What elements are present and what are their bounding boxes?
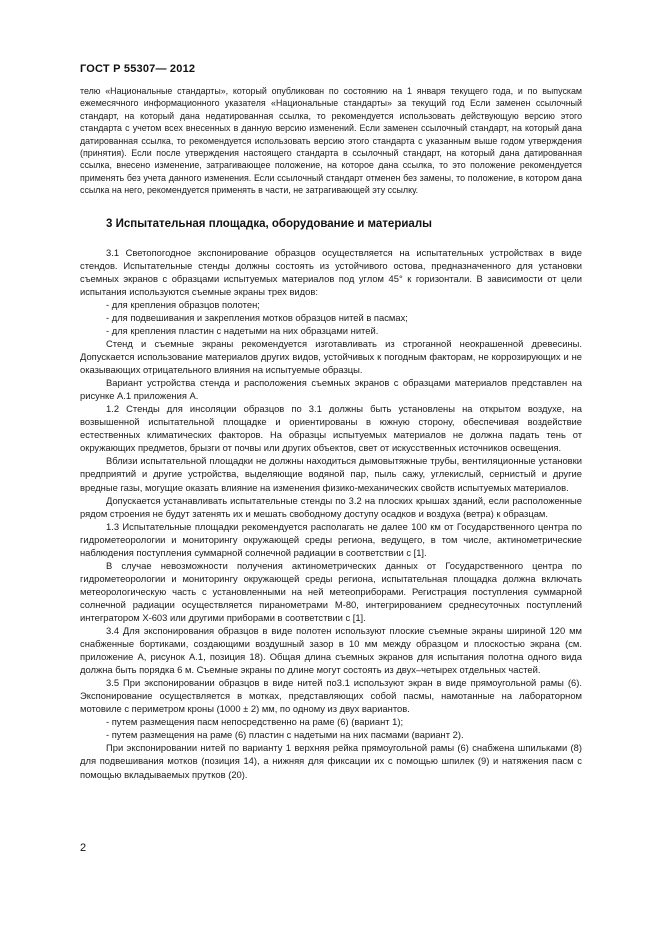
body-paragraph: 3.5 При экспонировании образцов в виде нитей по3.1 используют экран в виде прямоугольной рамы (6). Экспонирование осуществляется в мотках, представляющих собой пасмы, намотанные на лабораторном мотовиле с периметром кроны (1000 ± 2) мм, по одному из двух вариантов.: [80, 677, 582, 715]
section-title: 3 Испытательная площадка, оборудование и материалы: [106, 217, 432, 230]
list-item: - путем размещения на раме (6) пластин с надетыми на них пасмами (вариант 2).: [106, 729, 464, 741]
body-paragraph: Вблизи испытательной площадки не должны находиться дымовытяжные трубы, вентиляционные установки предприятий и другие устройства, выделяющие водяной пар, пыль сажу, углекислый, сернистый и другие вредные газы, могущие оказать влияние на изменения физико-механических свойств испытуемых материалов.: [80, 455, 582, 493]
list-item: - для крепления пластин с надетыми на них образцами нитей.: [106, 324, 379, 336]
body-paragraph: 3.1 Светопогодное экспонирование образцов осуществляется на испытательных устройствах в виде стендов. Испытательные стенды должны состоять из устойчивого остова, предназначенного для установки съемных экранов с образцами испытуемых материалов под углом 45° к горизонтали. В зависимости от цели испытания используются съемные экраны трех видов:: [80, 246, 582, 297]
list-item: - для подвешивания и закрепления мотков образцов нитей в пасмах;: [106, 311, 408, 323]
page-number: 2: [80, 842, 87, 854]
document-body: [80, 85, 582, 781]
body-paragraph: 3.4 Для экспонирования образцов в виде полотен используют плоские съемные экраны шириной 120 мм снабженные бортиками, создающими воздушный зазор в 10 мм между образцом и плоскостью экрана (см. приложение А, рисунок А.1, позиция 18). Общая длина съемных экранов для испытания полотна одного вида должна быть порядка 6 м. Съемные экраны по длине могут состоять из двух–четырех отдельных частей.: [80, 625, 582, 676]
intro-block: [80, 85, 582, 197]
body-paragraph: 1.3 Испытательные площадки рекомендуется располагать не далее 100 км от Государственного центра по гидрометеорологии и мониторингу окружающей среды региона, ведущего, в том числе, актинометрические наблюдения поступления суммарной солнечной радиации в соответствии с [1].: [80, 520, 582, 558]
body-paragraph: 1.2 Стенды для инсоляции образцов по 3.1 должны быть установлены на открытом воздухе, на возвышенной испытательной площадке и ориентированы в южную сторону, обеспечивая воздействие естественных климатических факторов. На образцы испытуемых материалов не должна падать тень от окружающих предметов, брызги от почвы или других объектов, свет от искусственных источников освещения.: [80, 403, 582, 454]
body-paragraph: При экспонировании нитей по варианту 1 верхняя рейка прямоугольной рамы (6) снабжена шпильками (8) для подвешивания мотков (позиция 14), а нижняя для фиксации их с помощью шпилек (9) и натяжения пасм с помощью вкладываемых прутков (20).: [80, 742, 582, 780]
body-paragraph: Стенд и съемные экраны рекомендуется изготавливать из строганной неокрашенной древесины. Допускается использование материалов других видов, устойчивых к погодным факторам, не коррозирующих и не оказывающих отрицательного влияния на испытуемые образцы.: [80, 337, 582, 376]
list-item: - для крепления образцов полотен;: [106, 298, 260, 310]
body-paragraph: Вариант устройства стенда и расположения съемных экранов с образцами материалов представлен на рисунке А.1 приложения А.: [80, 377, 582, 402]
section-paragraphs: [80, 246, 582, 781]
body-paragraph: Допускается устанавливать испытательные стенды по 3.2 на плоских крышах зданий, если расположенные рядом строения не будут затенять их и мешать свободному доступу осадков и воздуха (ветра) к образцам.: [80, 494, 582, 519]
list-item: - путем размещения пасм непосредственно на раме (6) (вариант 1);: [106, 716, 404, 728]
body-paragraph: В случае невозможности получения актинометрических данных от Государственного центра по гидрометеорологии и мониторингу окружающей среды региона, испытательная площадка должна включать метеорологическую часть с установленными на ней метеоприборами. Регистрация поступления суммарной солнечной радиации осуществляется пиранометрами М-80, интегрированием среднесуточных поступлений интегратором Х-603 или другими приборами в соответствии с [1].: [80, 559, 582, 623]
intro-paragraph: телю «Национальные стандарты», который опубликован по состоянию на 1 января текущего года, и по выпускам ежемесячного информационного указателя «Национальные стандарты» за текущий год Если заменен ссылочный стандарт, на который дана недатированная ссылка, то рекомендуется использовать действующую версию этого стандарта с учетом всех внесенных в данную версию изменений. Если заменен ссылочный стандарт, на который дана датированная ссылка, то рекомендуется использовать версию этого стандарта с указанным выше годом утверждения (принятия). Если после утверждения настоящего стандарта в ссылочный стандарт, на который дана датированная ссылка, внесено изменение, затрагивающее положение, на которое дана ссылка, то это положение рекомендуется применять без учета данного изменения. Если ссылочный стандарт отменен без замены, то положение, в котором дана ссылка на него, рекомендуется применять в части, не затрагивающей эту ссылку.: [80, 86, 582, 196]
standard-header: ГОСТ Р 55307— 2012: [80, 63, 196, 75]
